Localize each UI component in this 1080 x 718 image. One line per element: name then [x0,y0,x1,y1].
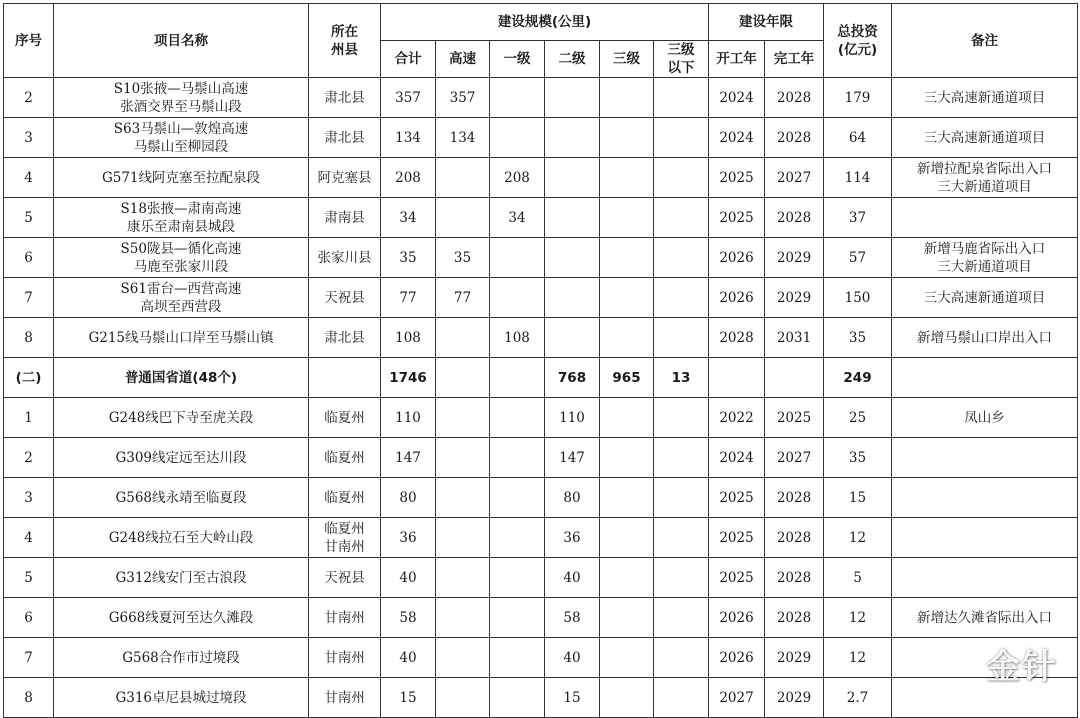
cell-total: 108 [381,318,436,358]
cell-start: 2025 [709,518,765,558]
cell-start: 2026 [709,278,765,318]
cell-start: 2024 [709,118,765,158]
cell-g1: 108 [490,318,545,358]
cell-below [654,318,709,358]
cell-below [654,398,709,438]
cell-g3 [600,398,654,438]
watermark-logo: 金针 [986,647,1058,687]
cell-g3: 965 [600,358,654,398]
cell-total: 1746 [381,358,436,398]
cell-g1 [490,518,545,558]
cell-total: 134 [381,118,436,158]
cell-seq: 4 [4,518,54,558]
cell-invest: 37 [824,198,892,238]
table-row [4,278,1078,318]
table-body [4,78,1078,718]
table-row [4,118,1078,158]
cell-name: G571线阿克塞至拉配泉段 [54,158,309,198]
cell-note: 凤山乡 [892,398,1078,438]
cell-invest: 12 [824,518,892,558]
cell-below: 13 [654,358,709,398]
cell-name: 普通国省道(48个) [54,358,309,398]
cell-invest: 179 [824,78,892,118]
cell-end: 2028 [765,558,824,598]
header-total: 合计 [381,41,436,78]
cell-total: 40 [381,638,436,678]
header-highway: 高速 [436,41,490,78]
cell-below [654,238,709,278]
cell-note: 三大高速新通道项目 [892,78,1078,118]
table-row [4,238,1078,278]
cell-name: S61雷台—西营高速 高坝至西营段 [54,278,309,318]
cell-county: 甘南州 [309,638,381,678]
cell-g1 [490,78,545,118]
cell-g2: 110 [545,398,600,438]
table-row [4,198,1078,238]
cell-end: 2027 [765,158,824,198]
table-row [4,558,1078,598]
cell-invest: 15 [824,478,892,518]
cell-end: 2028 [765,78,824,118]
cell-name: G316卓尼县城过境段 [54,678,309,718]
cell-county: 阿克塞县 [309,158,381,198]
header-grade1: 一级 [490,41,545,78]
cell-total: 40 [381,558,436,598]
header-grade2: 二级 [545,41,600,78]
cell-g2: 36 [545,518,600,558]
cell-below [654,598,709,638]
cell-highway [436,638,490,678]
table-row [4,678,1078,718]
cell-highway [436,198,490,238]
cell-g3 [600,678,654,718]
cell-end: 2028 [765,118,824,158]
cell-g3 [600,558,654,598]
cell-note: 三大高速新通道项目 [892,118,1078,158]
cell-note: 三大高速新通道项目 [892,278,1078,318]
table-row [4,158,1078,198]
cell-name: G668线夏河至达久滩段 [54,598,309,638]
cell-start: 2027 [709,678,765,718]
cell-name: S18张掖—肃南高速 康乐至肃南县城段 [54,198,309,238]
cell-seq: (二) [4,358,54,398]
cell-g1 [490,278,545,318]
cell-highway [436,558,490,598]
cell-county: 甘南州 [309,678,381,718]
cell-seq: 3 [4,118,54,158]
cell-total: 357 [381,78,436,118]
cell-highway [436,358,490,398]
cell-below [654,518,709,558]
cell-g1 [490,678,545,718]
cell-end: 2028 [765,478,824,518]
cell-highway [436,598,490,638]
header-years: 建设年限 [709,4,824,41]
cell-g2 [545,118,600,158]
header-below3: 三级 以下 [654,41,709,78]
table-row [4,398,1078,438]
header-row-1 [4,4,1078,41]
cell-name: S50陇县—循化高速 马鹿至张家川段 [54,238,309,278]
cell-county: 肃北县 [309,318,381,358]
cell-seq: 6 [4,238,54,278]
header-scale: 建设规模(公里) [381,4,709,41]
cell-below [654,158,709,198]
cell-county: 临夏州 甘南州 [309,518,381,558]
cell-name: G248线拉石至大岭山段 [54,518,309,558]
cell-start: 2026 [709,238,765,278]
cell-county: 肃北县 [309,78,381,118]
table-row [4,438,1078,478]
cell-below [654,198,709,238]
cell-g3 [600,278,654,318]
cell-g1 [490,398,545,438]
cell-g1 [490,558,545,598]
cell-start: 2025 [709,198,765,238]
cell-note: 新增达久滩省际出入口 [892,598,1078,638]
cell-seq: 2 [4,78,54,118]
cell-note [892,358,1078,398]
cell-below [654,638,709,678]
cell-below [654,438,709,478]
cell-county: 临夏州 [309,438,381,478]
cell-below [654,118,709,158]
cell-invest: 64 [824,118,892,158]
cell-seq: 3 [4,478,54,518]
cell-end: 2029 [765,638,824,678]
cell-g2: 58 [545,598,600,638]
cell-note [892,198,1078,238]
cell-start: 2025 [709,558,765,598]
header-name: 项目名称 [54,4,309,78]
cell-start: 2026 [709,598,765,638]
cell-invest: 2.7 [824,678,892,718]
cell-total: 147 [381,438,436,478]
cell-end: 2027 [765,438,824,478]
cell-g2 [545,158,600,198]
cell-seq: 5 [4,558,54,598]
cell-end: 2028 [765,598,824,638]
cell-total: 36 [381,518,436,558]
cell-g1 [490,358,545,398]
cell-note: 新增拉配泉省际出入口 三大新通道项目 [892,158,1078,198]
cell-invest: 249 [824,358,892,398]
cell-g1 [490,478,545,518]
cell-end: 2028 [765,198,824,238]
cell-g2 [545,278,600,318]
cell-note [892,518,1078,558]
table-row [4,638,1078,678]
cell-total: 80 [381,478,436,518]
cell-g2: 147 [545,438,600,478]
cell-seq: 4 [4,158,54,198]
cell-highway [436,438,490,478]
cell-highway: 134 [436,118,490,158]
cell-g3 [600,518,654,558]
cell-note [892,438,1078,478]
cell-highway: 357 [436,78,490,118]
cell-seq: 6 [4,598,54,638]
cell-invest: 150 [824,278,892,318]
cell-note: 新增马鹿省际出入口 三大新通道项目 [892,238,1078,278]
header-grade3: 三级 [600,41,654,78]
cell-name: G248线巴下寺至虎关段 [54,398,309,438]
cell-county [309,358,381,398]
cell-g3 [600,158,654,198]
cell-g2 [545,318,600,358]
cell-total: 77 [381,278,436,318]
cell-start: 2025 [709,158,765,198]
cell-invest: 12 [824,598,892,638]
header-county: 所在 州县 [309,4,381,78]
cell-county: 临夏州 [309,398,381,438]
cell-below [654,678,709,718]
cell-end: 2029 [765,678,824,718]
cell-invest: 35 [824,438,892,478]
cell-invest: 114 [824,158,892,198]
cell-name: G568线永靖至临夏段 [54,478,309,518]
cell-below [654,78,709,118]
cell-g3 [600,478,654,518]
cell-county: 天祝县 [309,558,381,598]
cell-g3 [600,638,654,678]
cell-seq: 2 [4,438,54,478]
cell-county: 天祝县 [309,278,381,318]
cell-g2: 80 [545,478,600,518]
cell-g1 [490,118,545,158]
cell-g1 [490,598,545,638]
cell-end: 2029 [765,278,824,318]
cell-g2: 40 [545,638,600,678]
cell-start: 2026 [709,638,765,678]
cell-seq: 7 [4,278,54,318]
cell-g2: 768 [545,358,600,398]
cell-county: 肃北县 [309,118,381,158]
cell-highway [436,678,490,718]
cell-total: 35 [381,238,436,278]
section-row [4,358,1078,398]
cell-g3 [600,438,654,478]
cell-g3 [600,198,654,238]
cell-invest: 25 [824,398,892,438]
cell-note [892,558,1078,598]
cell-end: 2028 [765,518,824,558]
cell-county: 甘南州 [309,598,381,638]
cell-highway [436,158,490,198]
cell-highway [436,318,490,358]
cell-start: 2024 [709,78,765,118]
header-note: 备注 [892,4,1078,78]
cell-g2 [545,78,600,118]
cell-seq: 8 [4,318,54,358]
cell-below [654,478,709,518]
table-row [4,78,1078,118]
table-row [4,318,1078,358]
cell-g1 [490,638,545,678]
cell-g2: 40 [545,558,600,598]
cell-highway: 35 [436,238,490,278]
cell-total: 208 [381,158,436,198]
header-start: 开工年 [709,41,765,78]
table-row [4,598,1078,638]
cell-county: 肃南县 [309,198,381,238]
cell-g3 [600,238,654,278]
cell-invest: 57 [824,238,892,278]
cell-county: 临夏州 [309,478,381,518]
cell-g2 [545,198,600,238]
cell-g1: 208 [490,158,545,198]
cell-total: 110 [381,398,436,438]
cell-name: G568合作市过境段 [54,638,309,678]
cell-below [654,278,709,318]
cell-g3 [600,318,654,358]
projects-table [3,3,1078,718]
cell-g2: 15 [545,678,600,718]
cell-end: 2031 [765,318,824,358]
cell-g1: 34 [490,198,545,238]
cell-g3 [600,78,654,118]
cell-start: 2022 [709,398,765,438]
cell-name: S63马鬃山—敦煌高速 马鬃山至柳园段 [54,118,309,158]
cell-end [765,358,824,398]
cell-name: S10张掖—马鬃山高速 张酒交界至马鬃山段 [54,78,309,118]
table-row [4,478,1078,518]
cell-invest: 12 [824,638,892,678]
cell-name: G215线马鬃山口岸至马鬃山镇 [54,318,309,358]
cell-highway: 77 [436,278,490,318]
cell-invest: 35 [824,318,892,358]
cell-note [892,478,1078,518]
cell-county: 张家川县 [309,238,381,278]
cell-start: 2024 [709,438,765,478]
header-seq: 序号 [4,4,54,78]
cell-seq: 7 [4,638,54,678]
cell-highway [436,398,490,438]
cell-highway [436,478,490,518]
cell-name: G309线定远至达川段 [54,438,309,478]
cell-total: 15 [381,678,436,718]
cell-seq: 5 [4,198,54,238]
header-end: 完工年 [765,41,824,78]
cell-g2 [545,238,600,278]
cell-below [654,558,709,598]
cell-invest: 5 [824,558,892,598]
table-row [4,518,1078,558]
cell-g1 [490,238,545,278]
cell-end: 2025 [765,398,824,438]
cell-start: 2025 [709,478,765,518]
cell-seq: 8 [4,678,54,718]
cell-seq: 1 [4,398,54,438]
cell-start [709,358,765,398]
cell-g3 [600,598,654,638]
cell-total: 34 [381,198,436,238]
cell-note: 新增马鬃山口岸出入口 [892,318,1078,358]
cell-total: 58 [381,598,436,638]
cell-g3 [600,118,654,158]
cell-g1 [490,438,545,478]
cell-start: 2028 [709,318,765,358]
cell-end: 2029 [765,238,824,278]
cell-highway [436,518,490,558]
cell-name: G312线安门至古浪段 [54,558,309,598]
header-invest: 总投资 (亿元) [824,4,892,78]
